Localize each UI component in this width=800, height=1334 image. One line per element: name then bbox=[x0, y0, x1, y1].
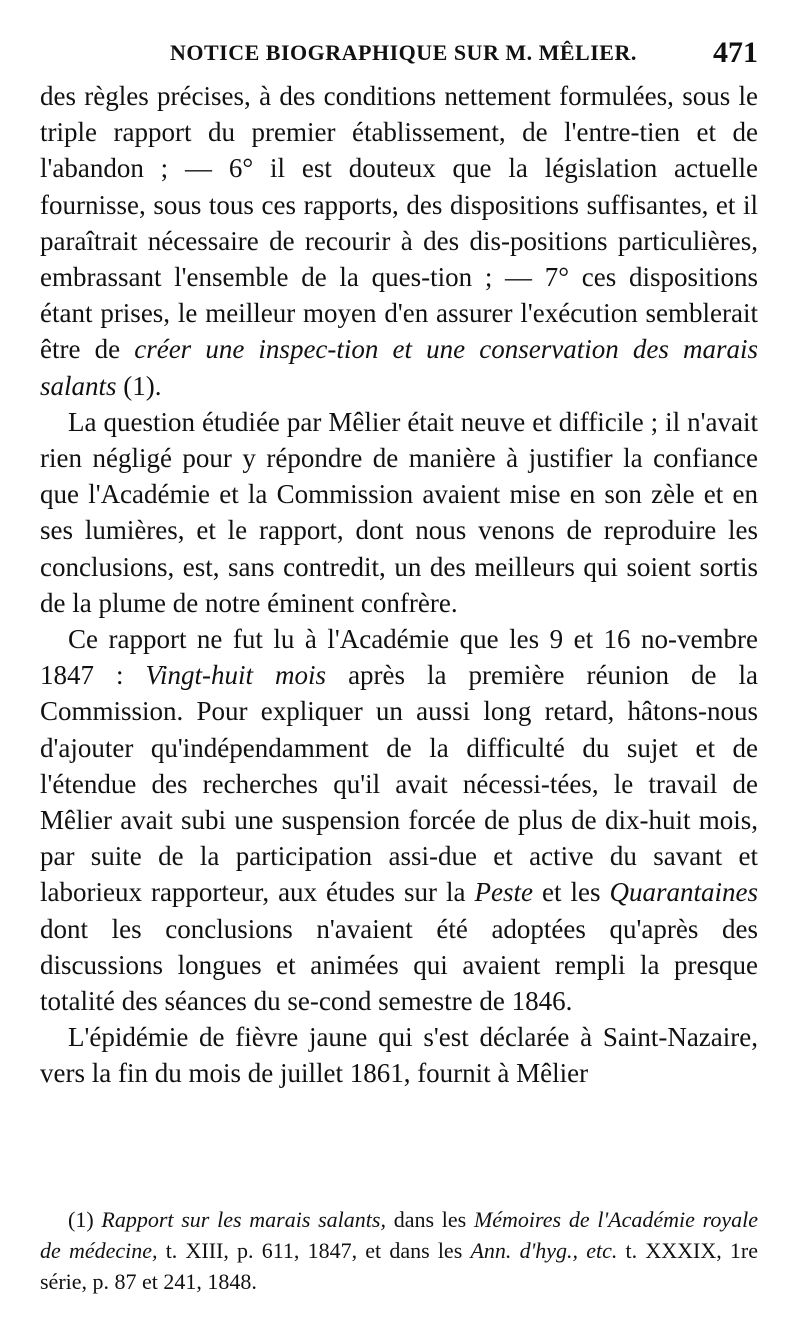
body-text bbox=[40, 78, 758, 1092]
paragraph-1 bbox=[40, 78, 758, 404]
paragraph-3-italic-c: Quarantaines bbox=[609, 877, 758, 908]
page-number: 471 bbox=[713, 36, 758, 69]
footnote-journal-2: Ann. d'hyg., etc. bbox=[470, 1238, 618, 1263]
paragraph-3-italic-b: Peste bbox=[474, 877, 534, 908]
footnote-text-c: t. XXXIX, 1re série, p. 87 et 241, 1848. bbox=[40, 1238, 758, 1294]
running-title: NOTICE BIOGRAPHIQUE SUR M. MÊLIER. bbox=[170, 40, 637, 65]
paragraph-2: La question étudiée par Mêlier était neuve et difficile ; il n'avait rien négligé pour y répondre de manière à justifier la confiance que l'Académie et la Commission avaient mise en son zèle et en ses lumières, et le rapport, dont nous venons de reproduire les conclusions, est, sans contredit, un des meilleurs qui soient sortis de la plume de notre éminent confrère. bbox=[40, 406, 758, 618]
footnote-marker: (1) bbox=[68, 1207, 102, 1232]
paragraph-3-text-d: dont les conclusions n'avaient été adoptées qu'après des discussions longues et animées qui avaient rempli la presque totalité des séances du se-cond semestre de 1846. bbox=[40, 913, 758, 1017]
footnote-1 bbox=[40, 1204, 758, 1297]
page-header bbox=[40, 36, 760, 76]
paragraph-3-text-c: et les bbox=[533, 877, 610, 908]
footnote-title: Rapport sur les marais salants, bbox=[101, 1207, 386, 1232]
paragraph-1-ref: (1). bbox=[116, 370, 162, 401]
footnote-text-b: t. XIII, p. 611, 1847, et dans les bbox=[157, 1238, 471, 1263]
paragraph-3-text-a: Ce rapport ne fut lu à l'Académie que les 9 et 16 no-vembre 1847 : bbox=[40, 624, 758, 691]
footnotes bbox=[40, 1204, 758, 1297]
footnote-journal-1: Mémoires de l'Académie royale de médecine, bbox=[40, 1207, 758, 1263]
paragraph-1-italic: créer une inspec-tion et une conservation des marais salants bbox=[40, 334, 758, 401]
paragraph-3 bbox=[40, 621, 758, 1019]
paragraph-1-text: des règles précises, à des conditions nettement formulées, sous le triple rapport du premier établissement, de l'entre-tien et de l'abandon ; — 6° il est douteux que la législation actuelle fournisse, sous tous ces rapports, des dispositions suffisantes, et il paraîtrait nécessaire de recourir à des dis-positions particulières, embrassant l'ensemble de la ques-tion ; — 7° ces dispositions étant prises, le meilleur moyen d'en assurer l'exécution semblerait être de bbox=[40, 81, 758, 365]
paragraph-4: L'épidémie de fièvre jaune qui s'est déclarée à Saint-Nazaire, vers la fin du mois de juillet 1861, fournit à Mêlier bbox=[40, 1022, 758, 1089]
paragraph-3-text-b: après la première réunion de la Commission. Pour expliquer un aussi long retard, hâtons-nous d'ajouter qu'indépendamment de la difficulté du sujet et de l'étendue des recherches qu'il avait nécessi-tées, le travail de Mêlier avait subi une suspension forcée de plus de dix-huit mois, par suite de la participation assi-due et active du savant et laborieux rapporteur, aux études sur la bbox=[40, 660, 758, 908]
footnote-text-a: dans les bbox=[385, 1207, 474, 1232]
paragraph-3-italic-a: Vingt-huit mois bbox=[145, 660, 327, 691]
